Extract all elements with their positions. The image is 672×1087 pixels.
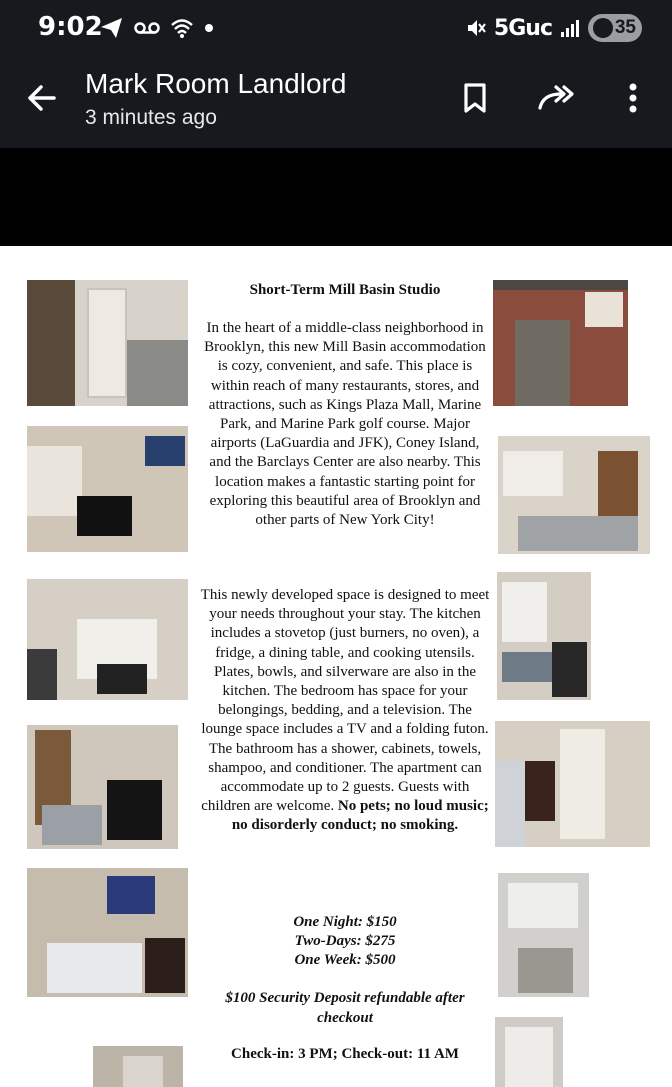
bookmark-icon (461, 82, 489, 114)
price-one-night: One Night: $150 (293, 914, 397, 930)
listing-title: Short-Term Mill Basin Studio (249, 282, 441, 298)
back-arrow-icon (22, 78, 62, 118)
more-options-button[interactable] (613, 78, 653, 118)
forward-icon (537, 82, 577, 114)
photo-bedroom-dresser (495, 721, 650, 847)
photo-bathroom-cabinets (498, 873, 589, 997)
details-text: This newly developed space is designed to meet your needs throughout your stay. The kitchen includes a stovetop (just burners, no oven), a fridge, a dining table, and cooking utensils. Plates, bowls, and silverware are also in the kitchen. The bedroom has space for your belongings, bedding, and a television. The lounge space includes a TV and a folding futon. The bathroom has a shower, cabinets, towels, shampoo, and conditioner. The apartment can accommodate up to 2 guests. Guests with children are welcome. (200, 587, 490, 815)
telegram-icon (100, 17, 124, 39)
security-deposit: $100 Security Deposit refundable after checkout (225, 990, 465, 1026)
battery-saver-icon (593, 18, 613, 38)
photo-bottom-right (495, 1017, 563, 1087)
wifi-icon (170, 17, 194, 39)
details-paragraph (200, 586, 490, 836)
intro-paragraph: In the heart of a middle-class neighborhood in Brooklyn, this new Mill Basin accommodation is cozy, convenient, and safe. This place is within reach of many restaurants, stores, and attractions, such as Kings Plaza Mall, Marine Park, and Marine Park golf course. Major airports (LaGuardia and JFK), Coney Island, and the Barclays Center are also nearby. This location makes a fantastic starting point for exploring this beautiful area of Brooklyn and other parts of New York City! (204, 320, 486, 529)
photo-bottom-left (93, 1046, 183, 1087)
photo-kitchenette (497, 572, 591, 700)
status-bar (0, 0, 672, 56)
image-top-band (0, 148, 672, 246)
bookmark-button[interactable] (455, 78, 495, 118)
voicemail-icon (134, 20, 160, 36)
sent-time: 3 minutes ago (85, 106, 217, 129)
photo-kitchen-hallway (27, 280, 188, 406)
notification-dot-icon (204, 23, 214, 33)
battery-level: 35 (614, 17, 636, 38)
price-one-week: One Week: $500 (294, 952, 396, 968)
checkin-checkout: Check-in: 3 PM; Check-out: 11 AM (231, 1046, 459, 1062)
back-button[interactable] (22, 78, 62, 118)
photo-dining-table (498, 436, 650, 554)
forward-button[interactable] (537, 78, 577, 118)
photo-building-entrance (493, 280, 628, 406)
house-rules: No pets; no loud music; no disorderly conduct; no smoking. (231, 798, 489, 834)
price-two-days: Two-Days: $275 (294, 933, 396, 949)
viewer-header (0, 56, 672, 148)
listing-document-image[interactable] (0, 246, 672, 1087)
photo-dining-area (27, 579, 188, 700)
battery-indicator (588, 14, 642, 42)
photo-lounge-futon (27, 725, 178, 849)
photo-bedroom-tv (27, 868, 188, 997)
status-icons-left (100, 14, 214, 42)
signal-icon (560, 18, 580, 38)
photo-living-room (27, 426, 188, 552)
mute-icon (466, 17, 486, 39)
status-time: 9:02 (38, 12, 103, 42)
status-icons-right (466, 12, 642, 44)
sender-name: Mark Room Landlord (85, 68, 347, 99)
more-vert-icon (628, 82, 638, 114)
network-label: 5Guc (493, 15, 552, 41)
